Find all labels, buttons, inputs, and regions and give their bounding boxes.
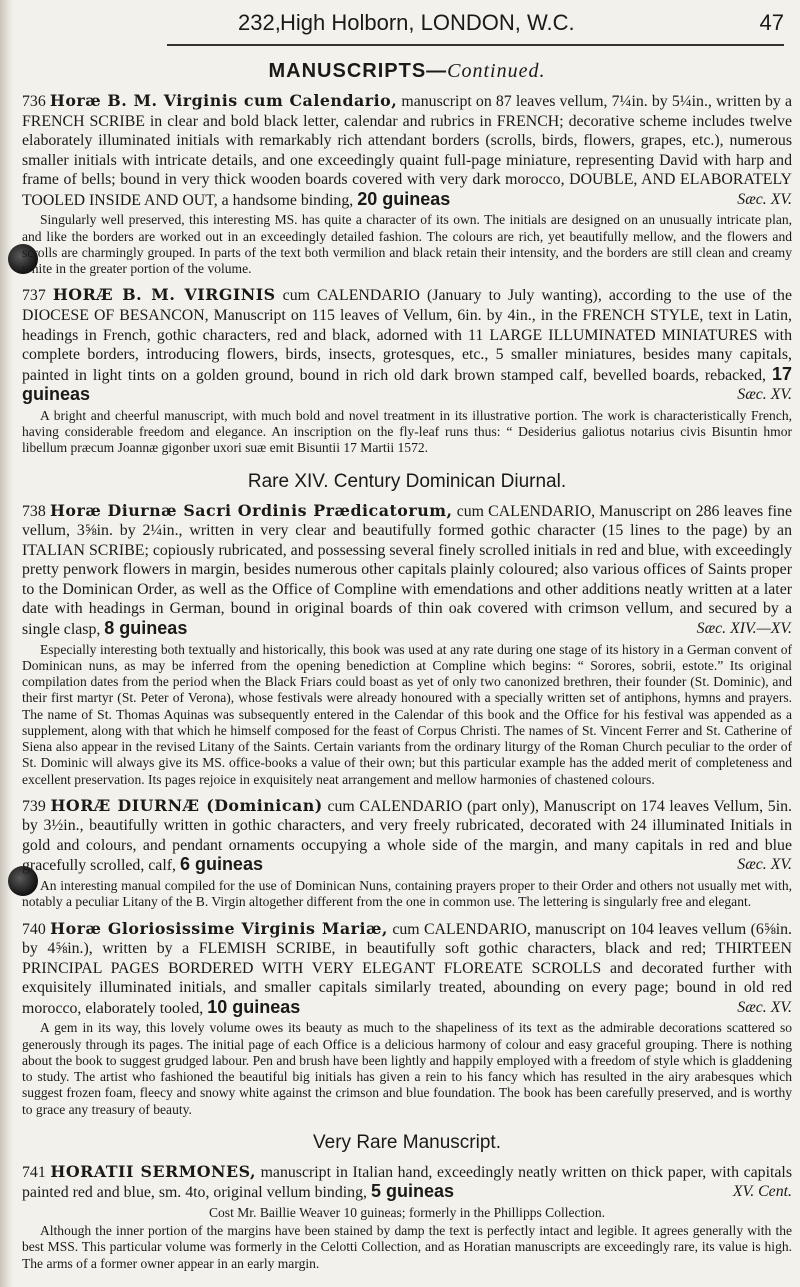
running-header [22, 0, 792, 44]
lot-price: 20 guineas [357, 188, 451, 209]
street-number: 232, [238, 10, 281, 35]
entry-description [22, 501, 792, 640]
lot-price: 6 guineas [179, 854, 263, 875]
lot-title: HORATII SERMONES, [50, 1161, 256, 1181]
page-content [22, 0, 792, 1280]
lot-number: 739 [22, 797, 46, 815]
entry-description [22, 91, 792, 210]
lot-body: cum CALENDARIO, Manuscript on 286 leaves fine vellum, 3⅝in. by 2¼in., written in very clear and beautifully formed gothic character (15 lines to the page) by an ITALIAN SCRIBE; copiously rubricated, and possessing several finely scrolled initials in red and blue, with exceedingly pretty penwork flowers in margin, besides numerous other capitals plainly coloured; also various offices of Saints proper to the Dominican Order, as well as the Office of Compline with emendations and other additions neatly written at a later date with headings in German, bound in original boards of thin oak covered with crimson vellum, and secured by a single clasp, [22, 502, 792, 639]
page-number: 47 [759, 10, 784, 35]
lot-title: HORÆ B. M. VIRGINIS [52, 285, 276, 305]
entries-bottom [22, 1162, 792, 1272]
entry-description [22, 919, 792, 1019]
lot-century: XV. Cent. [732, 1183, 792, 1201]
lot-title: Horæ Gloriosissime Virginis Mariæ, [50, 918, 388, 938]
section-title [22, 60, 792, 83]
lot-century: Sæc. XV. [737, 386, 792, 404]
entries-mid [22, 501, 792, 1118]
lot-number: 737 [22, 287, 46, 305]
lot-note: Especially interesting both textually and historically, this book was used at any rate during one stage of its history in a German convent of Dominican nuns, as may be inferred from the opening benediction at Compline which begins: “ Sorores, sobrii, estote.” Its original compilation dates from the period when the Black Friars could boast as yet of only two canonized brethren, their founder (St. Dominic), and their first martyr (St. Peter of Verona), whose festivals were already honoured with a specially written set of antiphons, hymns and prayers. The name of St. Thomas Aquinas was subsequently entered in the Calendar of this book and the Office for his festival was appended as a supplement, along with that which he himself composed for the feast of Corpus Christi. The names of St. Vincent Ferrer and St. Catherine of Siena also appear in the revised Litany of the Saints. Certain variants from the ordinary liturgy of the Roman Church peculiar to the order of St. Dominic will always give its MS. office-books a value of their own; but this particular example has the added merit of completeness and excellent preservation. Its pages rejoice in exquisitely neat arrangement and mellow harmonies of chastened colours. [22, 641, 792, 787]
lot-century: Sæc. XV. [737, 856, 792, 874]
lot-title: Horæ Diurnæ Sacri Ordinis Prædicatorum, [49, 500, 453, 520]
lot-note: An interesting manual compiled for the use of Dominican Nuns, containing prayers proper to their Order and others not usually met with, notably a peculiar Litany of the B. Virgin altogether different from the one in common use. The lettering is singularly free and elegant. [22, 878, 792, 910]
lot-century: Sæc. XV. [737, 998, 792, 1016]
address: High Holborn, LONDON, W.C. [280, 10, 575, 35]
header-rule [167, 44, 784, 46]
lot-body: manuscript on 87 leaves vellum, 7¼in. by 5¼in., written by a FRENCH SCRIBE in clear and bold black letter, calendar and rubrics in FRENCH; decorative scheme includes twelve elaborately illuminated initials with remarkably rich attendant borders (scrolls, birds, flowers, grapes, etc.), numerous smaller initials with intricate details, and one exceedingly quaint full-page miniature, representing David with harp and frame of bells; bound in very thick wooden boards covered with very dark morocco, DOUBLE, AND ELABORATELY TOOLED INSIDE AND OUT, a handsome binding, [22, 93, 792, 209]
lot-title: Horæ B. M. Virginis cum Calendario, [49, 91, 398, 110]
catalogue-entry [22, 501, 792, 788]
lot-century: Sæc. XV. [737, 190, 792, 208]
lot-body: cum CALENDARIO, manuscript on 104 leaves vellum (6⅝in. by 4⅝in.), written by a FLEMISH SCRIBE, in beautifully soft gothic characters, black and red; THIRTEEN PRINCIPAL PAGES BORDERED WITH VERY ELEGANT FLOREATE SCROLLS and decorated further with exquisitely illuminated initials, and smaller capitals similarly treated, abounding on every page; bound in old red morocco, elaborately tooled, [22, 920, 792, 1017]
lot-number: 741 [22, 1163, 46, 1181]
entry-description [22, 1162, 792, 1203]
lot-note: Although the inner portion of the margins have been stained by damp the text is perfectly intact and legible. It agrees generally with the best MSS. This particular volume was formerly in the Celotti Collection, and as Horatian manuscripts are exceedingly rare, its value is high. The arms of a former owner appear in an early margin. [22, 1223, 792, 1271]
lot-provenance: Cost Mr. Baillie Weaver 10 guineas; formerly in the Phillipps Collection. [209, 1204, 605, 1220]
lot-price: 5 guineas [370, 1181, 454, 1202]
lot-number: 740 [22, 920, 46, 938]
catalogue-entry [22, 919, 792, 1118]
catalogue-entry [22, 796, 792, 911]
lot-price: 10 guineas [207, 996, 301, 1017]
subheading-dominican: Rare XIV. Century Dominican Diurnal. [247, 470, 567, 492]
lot-body: cum CALENDARIO (part only), Manuscript on 174 leaves Vellum, 5in. by 3½in., beautifully written in gothic characters, and very freely rubricated, decorated with 24 illuminated Initials in gold and colours, and pendant ornaments occupying a whole side of the margin, and many capitals in red and blue gracefully scrolled, calf, [22, 797, 792, 875]
catalogue-entry [22, 1162, 792, 1272]
section-continued: Continued. [447, 60, 546, 82]
entries-top [22, 91, 792, 457]
entry-description [22, 796, 792, 876]
section-title-text: MANUSCRIPTS— [268, 60, 448, 82]
binding-edge [0, 0, 14, 1287]
entry-description [22, 285, 792, 405]
lot-century: Sæc. XIV.—XV. [696, 620, 792, 638]
lot-title: HORÆ DIURNÆ (Dominican) [50, 795, 323, 815]
lot-price: 17 guineas [22, 363, 793, 405]
catalogue-entry [22, 91, 792, 277]
lot-body: cum CALENDARIO (January to July wanting), according to the use of the DIOCESE OF BESANCON, Manuscript on 115 leaves of Vellum, 6in. by 4in., in the FRENCH STYLE, text in Latin, headings in French, gothic characters, red and black, adorned with 11 LARGE ILLUMINATED MINIATURES with complete borders, introducing flowers, birds, insects, grotesques, etc., 5 smaller miniatures, besides many capitals, painted in light tints on a golden ground, bound in rich old dark brown stamped calf, bevelled boards, rebacked, [22, 287, 792, 384]
lot-note: A gem in its way, this lovely volume owes its beauty as much to the shapeliness of its text as the admirable decorations scattered so generously through its pages. The initial page of each Office is a delicious harmony of colour and easy graceful grouping. There is nothing about the book to suggest grudged labour. Pen and brush have been lightly and happily employed with a freedom of style which is gladdening to study. The artist who fashioned the beautiful big initials has given a rein to his fancy which has resulted in the airy arabesques which suggest frozen foam, fleecy and snowy white against the crimson and blue foundation. The book has been carefully preserved, and is worthy to grace any treasury of beauty. [22, 1020, 792, 1117]
catalogue-entry [22, 285, 792, 456]
lot-price: 8 guineas [104, 618, 188, 639]
lot-number: 738 [22, 502, 46, 520]
subheading-rare-manuscript: Very Rare Manuscript. [313, 1131, 501, 1153]
lot-number: 736 [22, 93, 46, 110]
lot-note: Singularly well preserved, this interesting MS. has quite a character of its own. The initials are designed on an unusually intricate plan, and like the borders are worked out in an exceedingly detailed fashion. The colours are rich, yet beautifully mellow, and the flowers and scrolls are charmingly grouped. In parts of the text both vermilion and black retain their intensity, and the borders are still clean and creamy white in the greater portion of the volume. [22, 212, 792, 277]
lot-body: manuscript in Italian hand, exceedingly neatly written on thick paper, with capitals painted red and blue, sm. 4to, original vellum binding, [22, 1163, 792, 1202]
lot-note: A bright and cheerful manuscript, with much bold and novel treatment in its illustrative portion. The work is characteristically French, having considerable freedom and elegance. An inscription on the fly-leaf runs thus: “ Desiderius galiotus notarius civis Bisuntin hmor libellum præcum Joannæ gigonber uxori suæ emit Bisuntii 17 Martii 1572. [22, 407, 792, 456]
